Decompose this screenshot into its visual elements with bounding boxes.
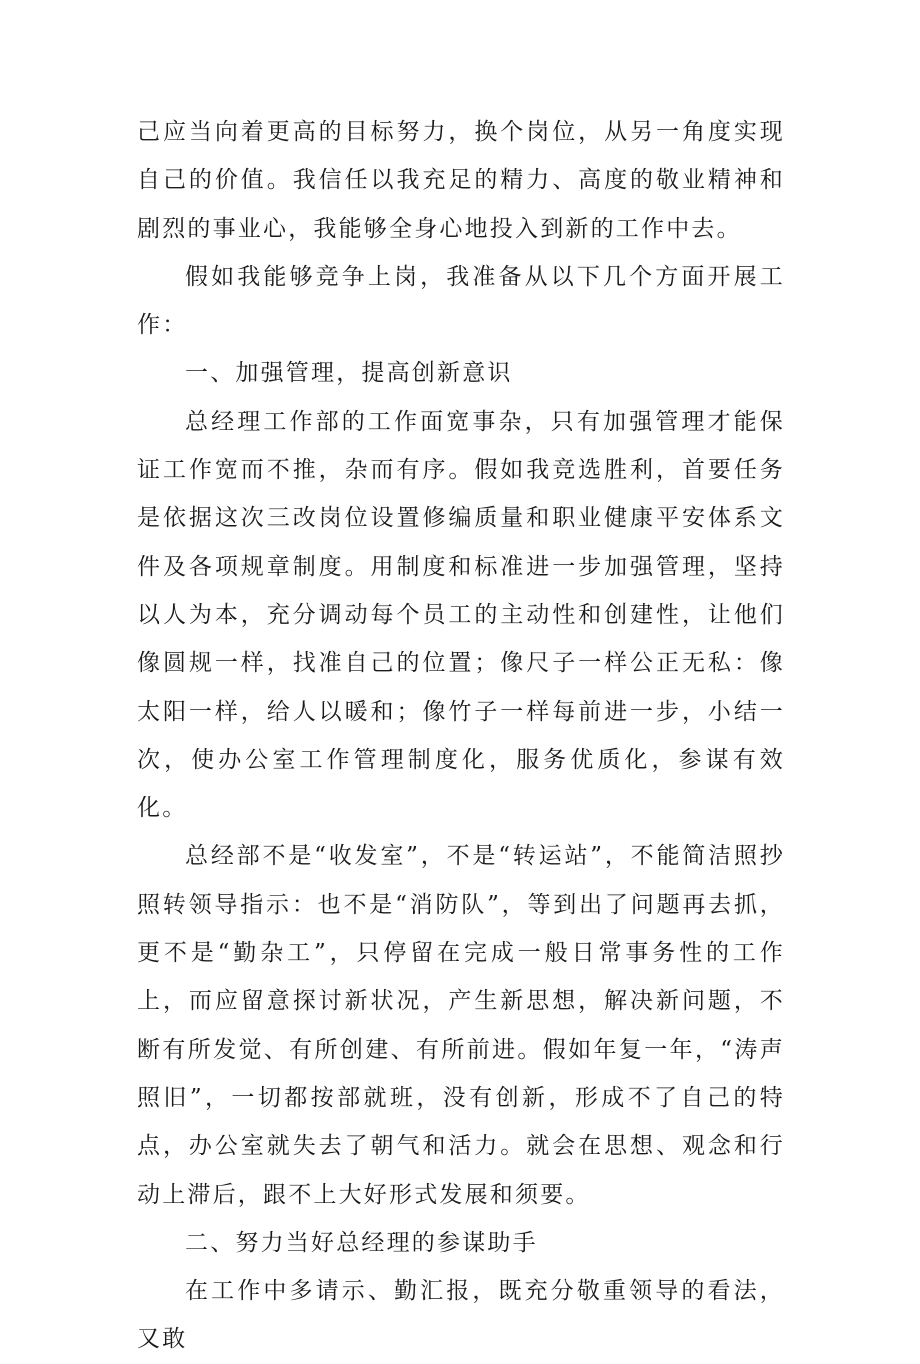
paragraph-innovation: 总经部不是“收发室”，不是“转运站”，不能简洁照抄照转领导指示：也不是“消防队”，等到出了问题再去抓，更不是“勤杂工”，只停留在完成一般日常事务性的工作上，而应留意探讨新状况，产生新思想，解决新问题，不断有所发觉、有所创建、有所前进。假如年复一年，“涛声照旧”，一切都按部就班，没有创新，形成不了自己的特点，办公室就失去了朝气和活力。就会在思想、观念和行动上滞后，跟不上大好形式发展和须要。 [137, 843, 785, 1208]
paragraph-assistant: 在工作中多请示、勤汇报，既充分敬重领导的看法，又敢 [137, 1278, 785, 1353]
section-heading-1: 一、加强管理，提高创新意识 [185, 360, 513, 387]
paragraph-continuation: 己应当向着更高的目标努力，换个岗位，从另一角度实现自己的价值。我信任以我充足的精力、高度的敬业精神和剧烈的事业心，我能够全身心地投入到新的工作中去。 [137, 119, 785, 242]
section-heading-2: 二、努力当好总经理的参谋助手 [185, 1229, 538, 1256]
paragraph-management: 总经理工作部的工作面宽事杂，只有加强管理才能保证工作宽而不推，杂而有序。假如我竞选胜利，首要任务是依据这次三改岗位设置修编质量和职业健康平安体系文件及各项规章制度。用制度和标准进一步加强管理，坚持以人为本，充分调动每个员工的主动性和创建性，让他们像圆规一样，找准自己的位置；像尺子一样公正无私：像太阳一样，给人以暖和；像竹子一样每前进一步，小结一次，使办公室工作管理制度化，服务优质化，参谋有效化。 [137, 408, 785, 822]
document-body [137, 108, 785, 1364]
paragraph-plan-intro: 假如我能够竞争上岗，我准备从以下几个方面开展工作： [137, 263, 785, 339]
